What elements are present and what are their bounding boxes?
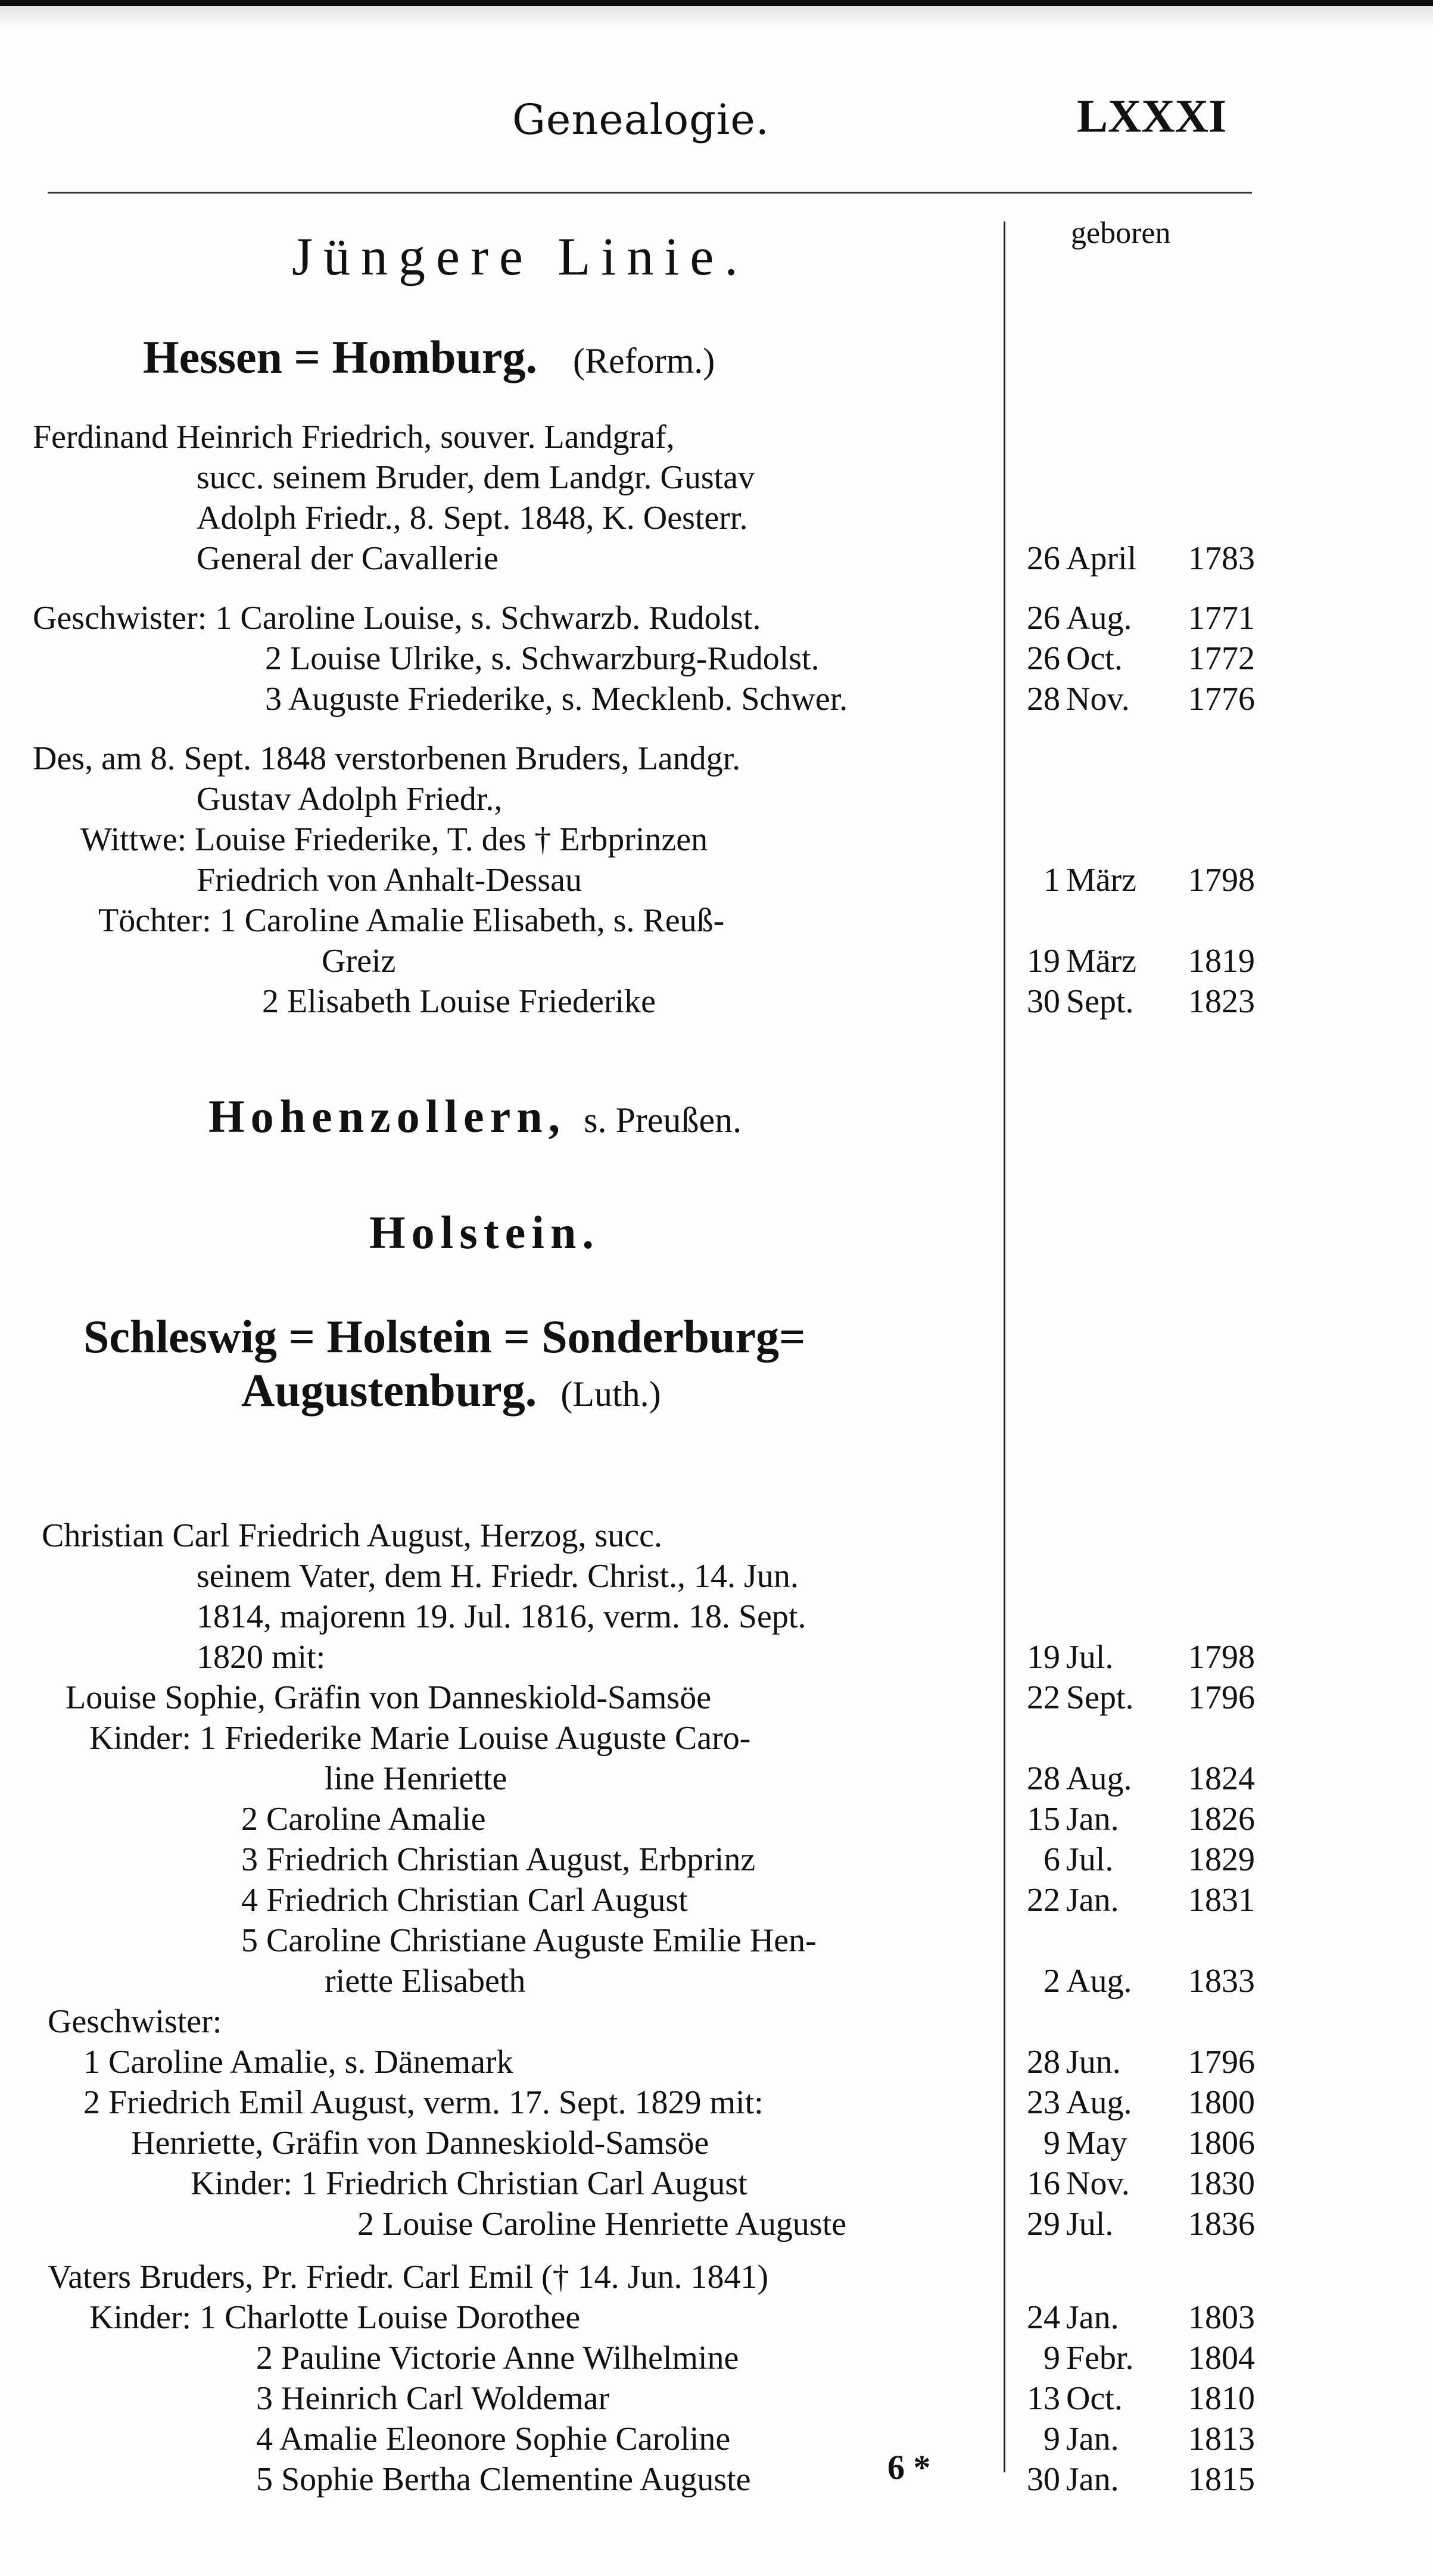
entry-text: Christian Carl Friedrich August, Herzog, succ. [42, 1517, 663, 1554]
birth-month: Jul. [1066, 1639, 1114, 1676]
entry-row [0, 1556, 1433, 1596]
birth-month: Jan. [1066, 1801, 1119, 1838]
heading-line: Jüngere Linie. [292, 227, 749, 286]
birth-year: 1831 [1188, 1882, 1255, 1919]
birth-year: 1836 [1188, 2206, 1255, 2243]
entry-text: 1 Caroline Amalie, s. Dänemark [83, 2044, 513, 2081]
birth-month: May [1066, 2125, 1127, 2162]
birth-year: 1815 [1188, 2461, 1255, 2498]
entry-text: Adolph Friedr., 8. Sept. 1848, K. Oesterr. [197, 500, 748, 537]
birth-month: Aug. [1066, 2084, 1132, 2121]
birth-day: 30 [1027, 983, 1060, 1020]
house-name: Hessen = Homburg. [143, 331, 537, 383]
house-name: Holstein. [369, 1206, 600, 1258]
page-number: LXXXI [1077, 90, 1227, 142]
entry-row [0, 2082, 1433, 2123]
heading-hohenzollern [208, 1090, 742, 1143]
entry-row [0, 860, 1433, 900]
entry-text: Friedrich von Anhalt-Dessau [197, 862, 582, 899]
entry-text: 1820 mit: [197, 1639, 326, 1676]
entry-text: 5 Caroline Christiane Auguste Emilie Hen- [241, 1922, 817, 1959]
birth-month: Jan. [1066, 2421, 1119, 2458]
entry-text: Kinder: 1 Friedrich Christian Carl August [191, 2165, 747, 2202]
birth-month: Oct. [1066, 640, 1123, 677]
birth-month: Aug. [1066, 600, 1132, 637]
entry-row [0, 1758, 1433, 1799]
entry-row [0, 417, 1433, 457]
heading-schleswig-holstein-1 [83, 1310, 805, 1364]
entry-text: Kinder: 1 Charlotte Louise Dorothee [89, 2299, 581, 2336]
birth-month: Sept. [1066, 983, 1134, 1020]
entry-text: 2 Louise Caroline Henriette Auguste [357, 2206, 847, 2243]
entry-row [0, 819, 1433, 860]
birth-day: 9 [1043, 2340, 1060, 2377]
running-title: Genealogie. [512, 95, 770, 144]
entry-row [0, 2204, 1433, 2244]
entry-text: Töchter: 1 Caroline Amalie Elisabeth, s. Reuß- [98, 902, 725, 939]
scan-shadow [0, 6, 1433, 30]
birth-month: Oct. [1066, 2380, 1123, 2417]
birth-year: 1771 [1188, 600, 1255, 637]
entry-text: riette Elisabeth [325, 1963, 526, 2000]
entry-text: 2 Elisabeth Louise Friederike [262, 983, 656, 1020]
birth-day: 28 [1027, 2044, 1060, 2081]
entry-text: Kinder: 1 Friederike Marie Louise Auguste Caro- [89, 1720, 751, 1757]
entry-row [0, 1677, 1433, 1718]
birth-year: 1833 [1188, 1963, 1255, 2000]
birth-year: 1810 [1188, 2380, 1255, 2417]
entry-row [0, 679, 1433, 719]
birth-year: 1772 [1188, 640, 1255, 677]
entry-row [0, 2459, 1433, 2500]
birth-year: 1798 [1188, 1639, 1255, 1676]
birth-day: 30 [1027, 2461, 1060, 2498]
birth-year: 1830 [1188, 2165, 1255, 2202]
heading-holstein [369, 1206, 600, 1259]
entry-text: 4 Friedrich Christian Carl August [241, 1882, 688, 1919]
entry-text: Gustav Adolph Friedr., [197, 781, 503, 818]
entry-text: 3 Heinrich Carl Woldemar [256, 2380, 610, 2417]
entry-text: Vaters Bruders, Pr. Friedr. Carl Emil († 14. Jun. 1841) [48, 2259, 769, 2296]
birth-year: 1796 [1188, 2044, 1255, 2081]
birth-month: Jan. [1066, 1882, 1119, 1919]
birth-day: 16 [1027, 2165, 1060, 2202]
entry-text: Des, am 8. Sept. 1848 verstorbenen Bruders, Landgr. [33, 740, 741, 777]
entry-row [0, 2001, 1433, 2042]
entry-text: General der Cavallerie [197, 540, 499, 577]
entry-text: 3 Auguste Friederike, s. Mecklenb. Schwer. [265, 681, 848, 718]
birth-year: 1829 [1188, 1841, 1255, 1878]
birth-year: 1819 [1188, 943, 1255, 980]
birth-day: 9 [1043, 2421, 1060, 2458]
entry-text: Wittwe: Louise Friederike, T. des † Erbprinzen [80, 821, 708, 858]
entry-row [0, 538, 1433, 579]
birth-day: 26 [1027, 540, 1060, 577]
entry-row [0, 2042, 1433, 2082]
birth-day: 28 [1027, 1760, 1060, 1797]
birth-day: 23 [1027, 2084, 1060, 2121]
birth-month: Jan. [1066, 2461, 1119, 2498]
entry-text: 2 Caroline Amalie [241, 1801, 486, 1838]
entry-row [0, 2297, 1433, 2338]
birth-year: 1804 [1188, 2340, 1255, 2377]
entry-row [0, 1880, 1433, 1920]
entry-text: 3 Friedrich Christian August, Erbprinz [241, 1841, 756, 1878]
entry-text: line Henriette [325, 1760, 507, 1797]
entry-text: 2 Louise Ulrike, s. Schwarzburg-Rudolst. [265, 640, 820, 677]
birth-month: Jul. [1066, 2206, 1114, 2243]
birth-month: Sept. [1066, 1679, 1134, 1716]
entry-row [0, 2163, 1433, 2204]
birth-day: 6 [1043, 1841, 1060, 1878]
birth-day: 28 [1027, 681, 1060, 718]
entry-text: Geschwister: [48, 2003, 222, 2040]
birth-month: Jun. [1066, 2044, 1121, 2081]
entry-row [0, 738, 1433, 779]
birth-year: 1796 [1188, 1679, 1255, 1716]
entry-row [0, 2123, 1433, 2163]
entry-row [0, 1596, 1433, 1637]
birth-year: 1823 [1188, 983, 1255, 1020]
entry-text: 2 Friedrich Emil August, verm. 17. Sept. 1829 mit: [83, 2084, 764, 2121]
birth-year: 1826 [1188, 1801, 1255, 1838]
birth-year: 1798 [1188, 862, 1255, 899]
entry-row [0, 1961, 1433, 2001]
entry-row [0, 981, 1433, 1022]
entry-text: succ. seinem Bruder, dem Landgr. Gustav [197, 459, 755, 496]
entry-row [0, 900, 1433, 941]
birth-day: 19 [1027, 943, 1060, 980]
birth-day: 26 [1027, 640, 1060, 677]
birth-month: April [1066, 540, 1137, 577]
birth-month: März [1066, 943, 1137, 980]
birth-day: 9 [1043, 2125, 1060, 2162]
column-label-born: geboren [1071, 216, 1171, 250]
entry-row [0, 1515, 1433, 1556]
entry-row [0, 457, 1433, 498]
entry-text: Geschwister: 1 Caroline Louise, s. Schwarzb. Rudolst. [33, 600, 761, 637]
entry-row [0, 598, 1433, 638]
birth-month: Jan. [1066, 2299, 1119, 2336]
birth-day: 24 [1027, 2299, 1060, 2336]
house-name: Schleswig = Holstein = Sonderburg= [83, 1311, 806, 1362]
birth-day: 1 [1043, 862, 1060, 899]
entry-row [0, 638, 1433, 679]
entry-text: 5 Sophie Bertha Clementine Auguste [256, 2461, 751, 2498]
birth-year: 1783 [1188, 540, 1255, 577]
entry-row [0, 779, 1433, 819]
birth-month: März [1066, 862, 1137, 899]
entry-text: seinem Vater, dem H. Friedr. Christ., 14. Jun. [197, 1558, 799, 1595]
cross-reference: s. Preußen. [584, 1100, 742, 1140]
house-name: Augustenburg. [241, 1364, 537, 1416]
birth-month: Aug. [1066, 1963, 1132, 2000]
birth-day: 13 [1027, 2380, 1060, 2417]
entry-text: Greiz [322, 943, 396, 980]
entry-text: Henriette, Gräfin von Danneskiold-Samsöe [131, 2125, 709, 2162]
entry-row [0, 2338, 1433, 2378]
entry-row [0, 1839, 1433, 1880]
birth-month: Nov. [1066, 681, 1130, 718]
heading-schleswig-holstein-2 [241, 1364, 661, 1417]
birth-month: Febr. [1066, 2340, 1134, 2377]
entry-row [0, 941, 1433, 981]
scan-top-edge [0, 0, 1433, 6]
birth-month: Aug. [1066, 1760, 1132, 1797]
entry-row [0, 498, 1433, 538]
birth-day: 22 [1027, 1882, 1060, 1919]
birth-day: 29 [1027, 2206, 1060, 2243]
entry-row [0, 2257, 1433, 2297]
birth-day: 22 [1027, 1679, 1060, 1716]
birth-day: 26 [1027, 600, 1060, 637]
birth-year: 1776 [1188, 681, 1255, 718]
confession: (Luth.) [560, 1374, 661, 1414]
birth-day: 2 [1043, 1963, 1060, 2000]
entry-text: Louise Sophie, Gräfin von Danneskiold-Samsöe [66, 1679, 712, 1716]
entry-text: Ferdinand Heinrich Friedrich, souver. Landgraf, [33, 419, 675, 456]
entry-row [0, 1920, 1433, 1961]
header-rule [48, 192, 1252, 194]
birth-month: Jul. [1066, 1841, 1114, 1878]
birth-day: 15 [1027, 1801, 1060, 1838]
signature-mark: 6 * [887, 2448, 931, 2487]
entry-row [0, 1637, 1433, 1677]
birth-month: Nov. [1066, 2165, 1130, 2202]
confession: (Reform.) [572, 341, 715, 381]
entry-row [0, 2419, 1433, 2459]
birth-year: 1806 [1188, 2125, 1255, 2162]
entry-row [0, 2378, 1433, 2419]
entry-text: 4 Amalie Eleonore Sophie Caroline [256, 2421, 731, 2458]
birth-year: 1813 [1188, 2421, 1255, 2458]
entry-row [0, 1718, 1433, 1758]
heading-hessen-homburg [143, 330, 715, 384]
birth-year: 1803 [1188, 2299, 1255, 2336]
house-name: Hohenzollern, [208, 1090, 566, 1142]
birth-year: 1800 [1188, 2084, 1255, 2121]
entry-row [0, 1799, 1433, 1839]
entry-text: 1814, majorenn 19. Jul. 1816, verm. 18. Sept. [197, 1598, 806, 1635]
entry-text: 2 Pauline Victorie Anne Wilhelmine [256, 2340, 739, 2377]
birth-day: 19 [1027, 1639, 1060, 1676]
birth-year: 1824 [1188, 1760, 1255, 1797]
